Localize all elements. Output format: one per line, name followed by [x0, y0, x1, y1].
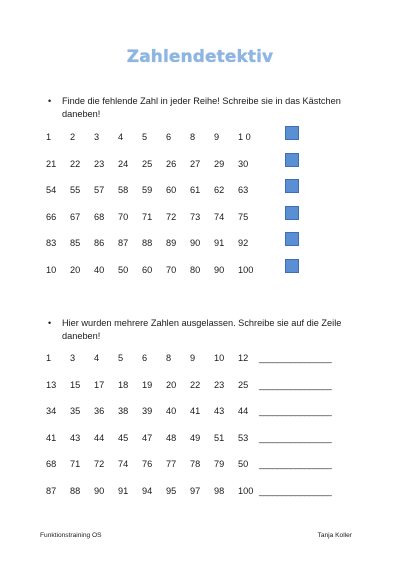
number-value: 60: [166, 185, 177, 196]
number-row: [0, 404, 400, 418]
number-value: 41: [190, 406, 201, 417]
instruction-missing-number: [40, 95, 370, 120]
number-value: 3: [94, 132, 100, 142]
number-value: 95: [166, 486, 177, 496]
number-value: 25: [142, 158, 153, 169]
number-value: 5: [142, 132, 148, 142]
number-value: 35: [70, 406, 81, 417]
number-value: 1 0: [238, 132, 251, 142]
number-value: 49: [190, 432, 201, 443]
number-value: 39: [142, 406, 153, 417]
bullet-icon: •: [48, 96, 52, 106]
number-value: 40: [94, 265, 105, 275]
number-value: 67: [70, 211, 81, 222]
number-value: 22: [190, 379, 201, 390]
number-row: [0, 157, 400, 171]
number-value: 45: [118, 432, 129, 443]
number-value: 15: [70, 379, 81, 390]
number-value: 87: [46, 486, 57, 496]
number-value: 100: [238, 265, 254, 275]
number-row: [0, 263, 400, 277]
number-value: 26: [166, 158, 177, 169]
number-value: 70: [166, 265, 177, 275]
number-value: 27: [190, 158, 201, 169]
number-value: 50: [118, 265, 129, 275]
number-value: 51: [214, 432, 225, 443]
footer-right: Tanja Koller: [317, 532, 352, 539]
number-value: 10: [214, 353, 225, 363]
answer-line[interactable]: ________________: [259, 486, 332, 496]
number-value: 48: [166, 432, 177, 443]
number-value: 88: [70, 486, 81, 496]
number-value: 78: [190, 459, 201, 470]
number-value: 90: [190, 238, 201, 249]
number-value: 6: [142, 353, 148, 363]
number-value: 74: [214, 211, 225, 222]
number-value: 91: [214, 238, 225, 249]
number-value: 12: [238, 353, 249, 363]
instruction-missing-numbers: [40, 317, 370, 342]
answer-box[interactable]: [285, 206, 299, 220]
number-value: 23: [94, 158, 105, 169]
page-title: Zahlendetektiv: [126, 47, 274, 67]
number-value: 8: [166, 353, 172, 363]
footer-left: Funktionstraining OS: [40, 532, 102, 539]
answer-box[interactable]: [285, 179, 299, 193]
number-value: 43: [214, 406, 225, 417]
number-value: 29: [214, 158, 225, 169]
number-value: 18: [118, 379, 129, 390]
answer-box[interactable]: [285, 259, 299, 273]
number-value: 4: [94, 353, 100, 363]
number-row: [0, 351, 400, 365]
answer-box[interactable]: [285, 126, 299, 140]
number-value: 60: [142, 265, 153, 275]
number-value: 5: [118, 353, 124, 363]
number-value: 54: [46, 185, 57, 196]
answer-box[interactable]: [285, 232, 299, 246]
number-value: 75: [238, 211, 249, 222]
number-value: 55: [70, 185, 81, 196]
number-value: 34: [46, 406, 57, 417]
answer-line[interactable]: ________________: [259, 432, 332, 443]
answer-box[interactable]: [285, 153, 299, 167]
number-value: 8: [190, 132, 196, 142]
number-value: 86: [94, 238, 105, 249]
number-value: 90: [214, 265, 225, 275]
number-value: 20: [70, 265, 81, 275]
number-value: 22: [70, 158, 81, 169]
number-value: 44: [94, 432, 105, 443]
bullet-icon: •: [48, 318, 52, 328]
number-value: 87: [118, 238, 129, 249]
number-value: 71: [142, 211, 153, 222]
number-value: 41: [46, 432, 57, 443]
number-value: 10: [46, 265, 57, 275]
number-value: 98: [214, 486, 225, 496]
number-value: 63: [238, 185, 249, 196]
number-value: 24: [118, 158, 129, 169]
number-value: 20: [166, 379, 177, 390]
number-value: 90: [94, 486, 105, 496]
number-value: 13: [46, 379, 57, 390]
number-value: 38: [118, 406, 129, 417]
number-row: [0, 378, 400, 392]
number-row: [0, 183, 400, 197]
number-value: 23: [214, 379, 225, 390]
answer-line[interactable]: ________________: [259, 459, 332, 470]
number-value: 4: [118, 132, 124, 142]
number-row: [0, 236, 400, 250]
number-value: 92: [238, 238, 249, 249]
number-value: 1: [46, 132, 52, 142]
number-value: 21: [46, 158, 57, 169]
number-value: 71: [70, 459, 81, 470]
number-value: 66: [46, 211, 57, 222]
number-value: 43: [70, 432, 81, 443]
number-value: 9: [214, 132, 220, 142]
number-value: 44: [238, 406, 249, 417]
number-value: 76: [142, 459, 153, 470]
instruction-text: Hier wurden mehrere Zahlen ausgelassen. Schreibe sie auf die Zeile daneben!: [62, 318, 342, 341]
number-value: 25: [238, 379, 249, 390]
number-value: 72: [166, 211, 177, 222]
number-value: 89: [166, 238, 177, 249]
number-row: [0, 431, 400, 445]
number-value: 3: [70, 353, 76, 363]
number-row: [0, 210, 400, 224]
number-row: [0, 130, 400, 144]
number-value: 100: [238, 486, 254, 496]
number-value: 1: [46, 353, 52, 363]
number-value: 9: [190, 353, 196, 363]
number-value: 83: [46, 238, 57, 249]
number-value: 36: [94, 406, 105, 417]
number-value: 79: [214, 459, 225, 470]
number-value: 40: [166, 406, 177, 417]
number-value: 62: [214, 185, 225, 196]
number-value: 97: [190, 486, 201, 496]
number-value: 50: [238, 459, 249, 470]
number-value: 17: [94, 379, 105, 390]
number-value: 94: [142, 486, 153, 496]
number-value: 30: [238, 158, 249, 169]
number-value: 58: [118, 185, 129, 196]
answer-line[interactable]: ________________: [259, 353, 332, 363]
number-value: 57: [94, 185, 105, 196]
number-value: 59: [142, 185, 153, 196]
number-value: 91: [118, 486, 129, 496]
number-row: [0, 457, 400, 471]
number-value: 80: [190, 265, 201, 275]
number-value: 47: [142, 432, 153, 443]
number-value: 68: [94, 211, 105, 222]
number-value: 74: [118, 459, 129, 470]
instruction-text: Finde die fehlende Zahl in jeder Reihe! Schreibe sie in das Kästchen daneben!: [62, 96, 341, 119]
number-row: [0, 484, 400, 498]
number-value: 19: [142, 379, 153, 390]
answer-line[interactable]: ________________: [259, 406, 332, 417]
number-value: 88: [142, 238, 153, 249]
answer-line[interactable]: ________________: [259, 379, 332, 390]
number-value: 53: [238, 432, 249, 443]
number-value: 70: [118, 211, 129, 222]
number-value: 68: [46, 459, 57, 470]
number-value: 61: [190, 185, 201, 196]
number-value: 77: [166, 459, 177, 470]
number-value: 85: [70, 238, 81, 249]
number-value: 2: [70, 132, 76, 142]
number-value: 73: [190, 211, 201, 222]
number-value: 6: [166, 132, 172, 142]
number-value: 72: [94, 459, 105, 470]
